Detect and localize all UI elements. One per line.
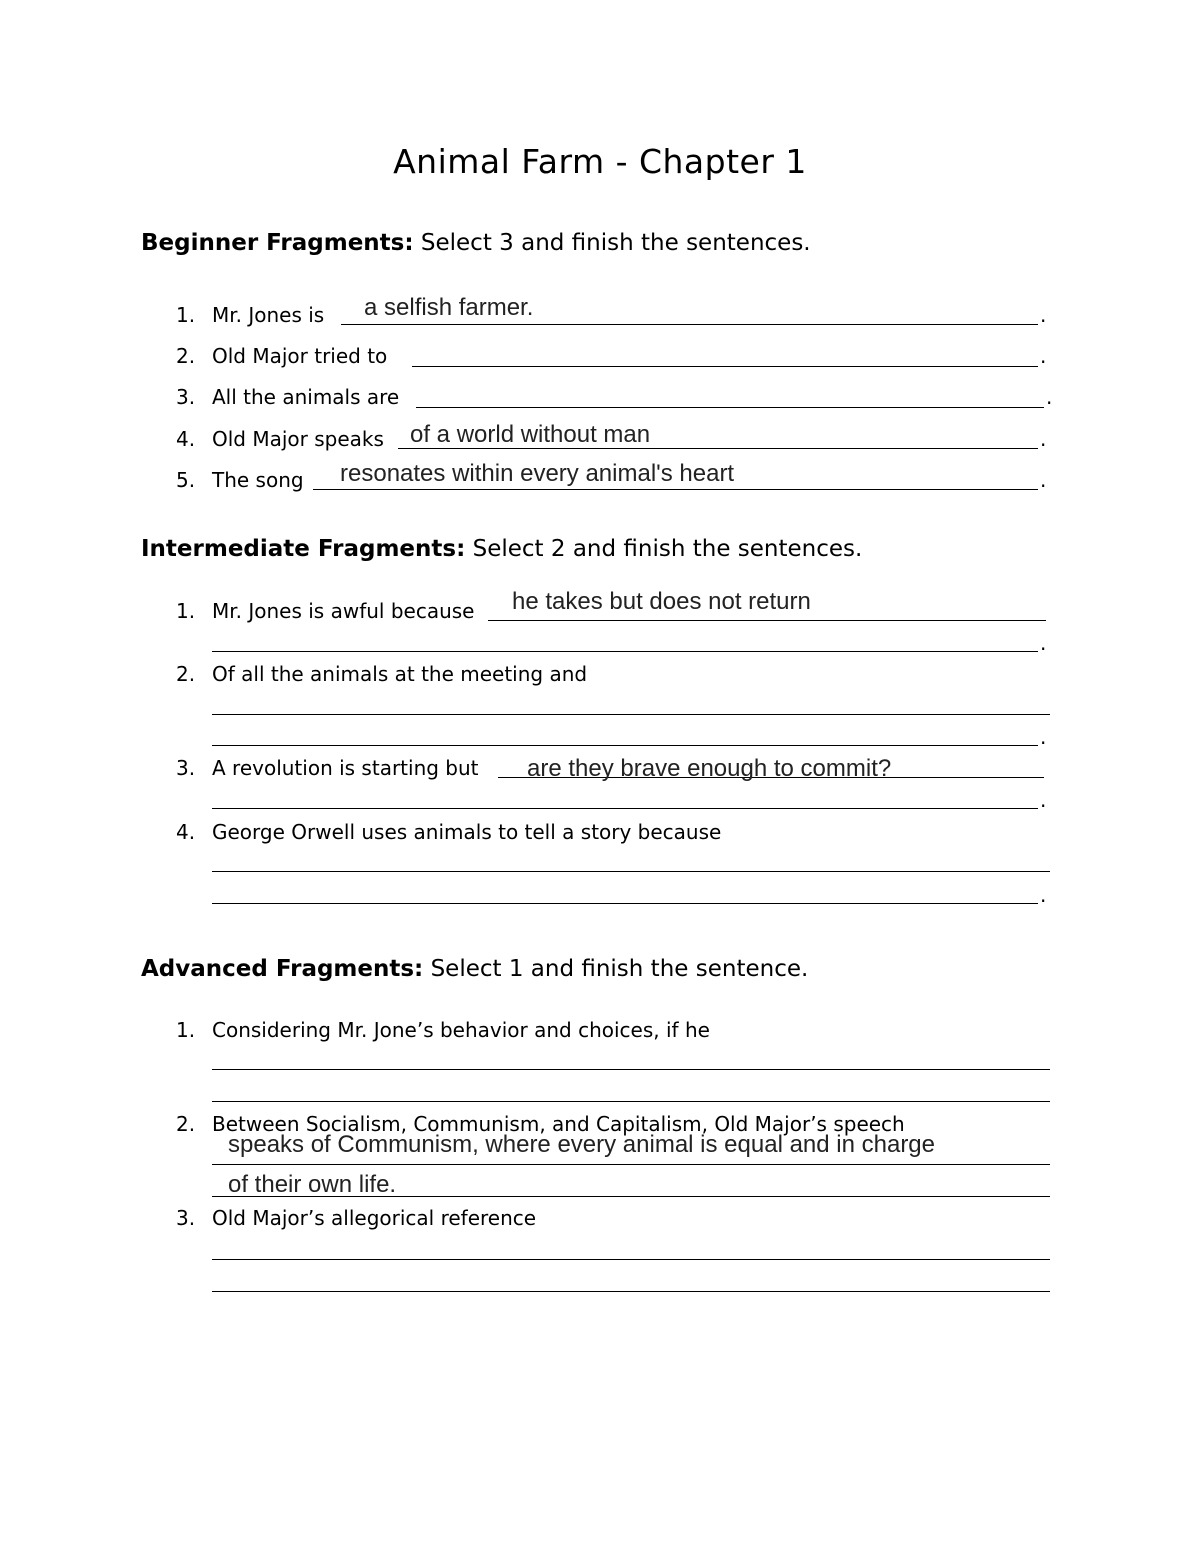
beginner-item-5-period: .: [1040, 468, 1047, 492]
intermediate-heading: [141, 536, 862, 562]
beginner-item-1-answer: a selfish farmer.: [364, 294, 534, 321]
intermediate-item-4-period: .: [1040, 883, 1047, 907]
beginner-heading: [141, 230, 811, 256]
beginner-item-2-period: .: [1040, 344, 1047, 368]
advanced-item-2-answer-line-1[interactable]: [212, 1164, 1050, 1165]
advanced-item-1-answer-line-2[interactable]: [212, 1101, 1050, 1102]
advanced-item-1-number: 1.: [176, 1018, 196, 1042]
beginner-item-4-answer: of a world without man: [410, 421, 651, 448]
beginner-item-1-answer-line[interactable]: [341, 324, 1038, 325]
advanced-instruction: Select 1 and finish the sentence.: [430, 956, 809, 982]
beginner-item-5-answer: resonates within every animal's heart: [340, 460, 735, 487]
beginner-item-2-number: 2.: [176, 344, 196, 368]
intermediate-item-3-answer-line-2[interactable]: [212, 808, 1038, 809]
advanced-item-3-prompt: Old Major’s allegorical reference: [212, 1206, 537, 1230]
intermediate-item-1-answer-line-1[interactable]: [488, 620, 1046, 621]
advanced-heading: [141, 956, 808, 982]
advanced-label: Advanced Fragments:: [141, 956, 424, 982]
intermediate-item-2-answer-line-2[interactable]: [212, 745, 1038, 746]
beginner-item-3-period: .: [1046, 385, 1053, 409]
intermediate-item-3-answer: are they brave enough to commit?: [527, 755, 892, 782]
advanced-item-3-number: 3.: [176, 1206, 196, 1230]
intermediate-item-2-number: 2.: [176, 662, 196, 686]
intermediate-item-4-answer-line-2[interactable]: [212, 903, 1038, 904]
intermediate-item-4-answer-line-1[interactable]: [212, 871, 1050, 872]
beginner-item-4-prompt: Old Major speaks: [212, 427, 384, 451]
beginner-item-5-prompt: The song: [212, 468, 304, 492]
intermediate-item-4-prompt: George Orwell uses animals to tell a story because: [212, 820, 722, 844]
advanced-item-3-answer-line-2[interactable]: [212, 1291, 1050, 1292]
beginner-item-3-answer-line[interactable]: [416, 407, 1044, 408]
intermediate-item-4-number: 4.: [176, 820, 196, 844]
beginner-item-2-answer-line[interactable]: [412, 366, 1038, 367]
advanced-item-2-answer-line-1-text: speaks of Communism, where every animal is equal and in charge: [228, 1131, 936, 1158]
advanced-item-2-number: 2.: [176, 1112, 196, 1136]
intermediate-item-3-number: 3.: [176, 756, 196, 780]
advanced-item-1-prompt: Considering Mr. Jone’s behavior and choices, if he: [212, 1018, 710, 1042]
beginner-item-2-prompt: Old Major tried to: [212, 344, 388, 368]
beginner-item-1-number: 1.: [176, 303, 196, 327]
beginner-item-5-answer-line[interactable]: [313, 489, 1038, 490]
beginner-item-1-period: .: [1040, 303, 1047, 327]
intermediate-instruction: Select 2 and finish the sentences.: [472, 536, 863, 562]
advanced-item-2-answer-line-2-text: of their own life.: [228, 1171, 397, 1198]
intermediate-label: Intermediate Fragments:: [141, 536, 466, 562]
beginner-item-1-prompt: Mr. Jones is: [212, 303, 325, 327]
intermediate-item-3-prompt: A revolution is starting but: [212, 756, 479, 780]
advanced-item-2-prompt: Between Socialism, Communism, and Capitalism, Old Major’s speech: [212, 1112, 905, 1136]
beginner-item-5-number: 5.: [176, 468, 196, 492]
beginner-label: Beginner Fragments:: [141, 230, 414, 256]
beginner-item-3-prompt: All the animals are: [212, 385, 400, 409]
intermediate-item-1-period: .: [1040, 631, 1047, 655]
intermediate-item-1-answer: he takes but does not return: [512, 588, 811, 615]
intermediate-item-1-answer-line-2[interactable]: [212, 651, 1038, 652]
beginner-item-4-period: .: [1040, 427, 1047, 451]
advanced-item-3-answer-line-1[interactable]: [212, 1259, 1050, 1260]
beginner-item-3-number: 3.: [176, 385, 196, 409]
intermediate-item-2-prompt: Of all the animals at the meeting and: [212, 662, 588, 686]
intermediate-item-1-prompt: Mr. Jones is awful because: [212, 599, 475, 623]
intermediate-item-2-answer-line-1[interactable]: [212, 714, 1050, 715]
advanced-item-1-answer-line-1[interactable]: [212, 1069, 1050, 1070]
page-title: Animal Farm - Chapter 1: [393, 142, 807, 181]
beginner-item-4-number: 4.: [176, 427, 196, 451]
intermediate-item-1-number: 1.: [176, 599, 196, 623]
intermediate-item-3-period: .: [1040, 788, 1047, 812]
beginner-instruction: Select 3 and finish the sentences.: [420, 230, 811, 256]
intermediate-item-2-period: .: [1040, 725, 1047, 749]
advanced-item-2-answer-line-2[interactable]: [212, 1196, 1050, 1197]
